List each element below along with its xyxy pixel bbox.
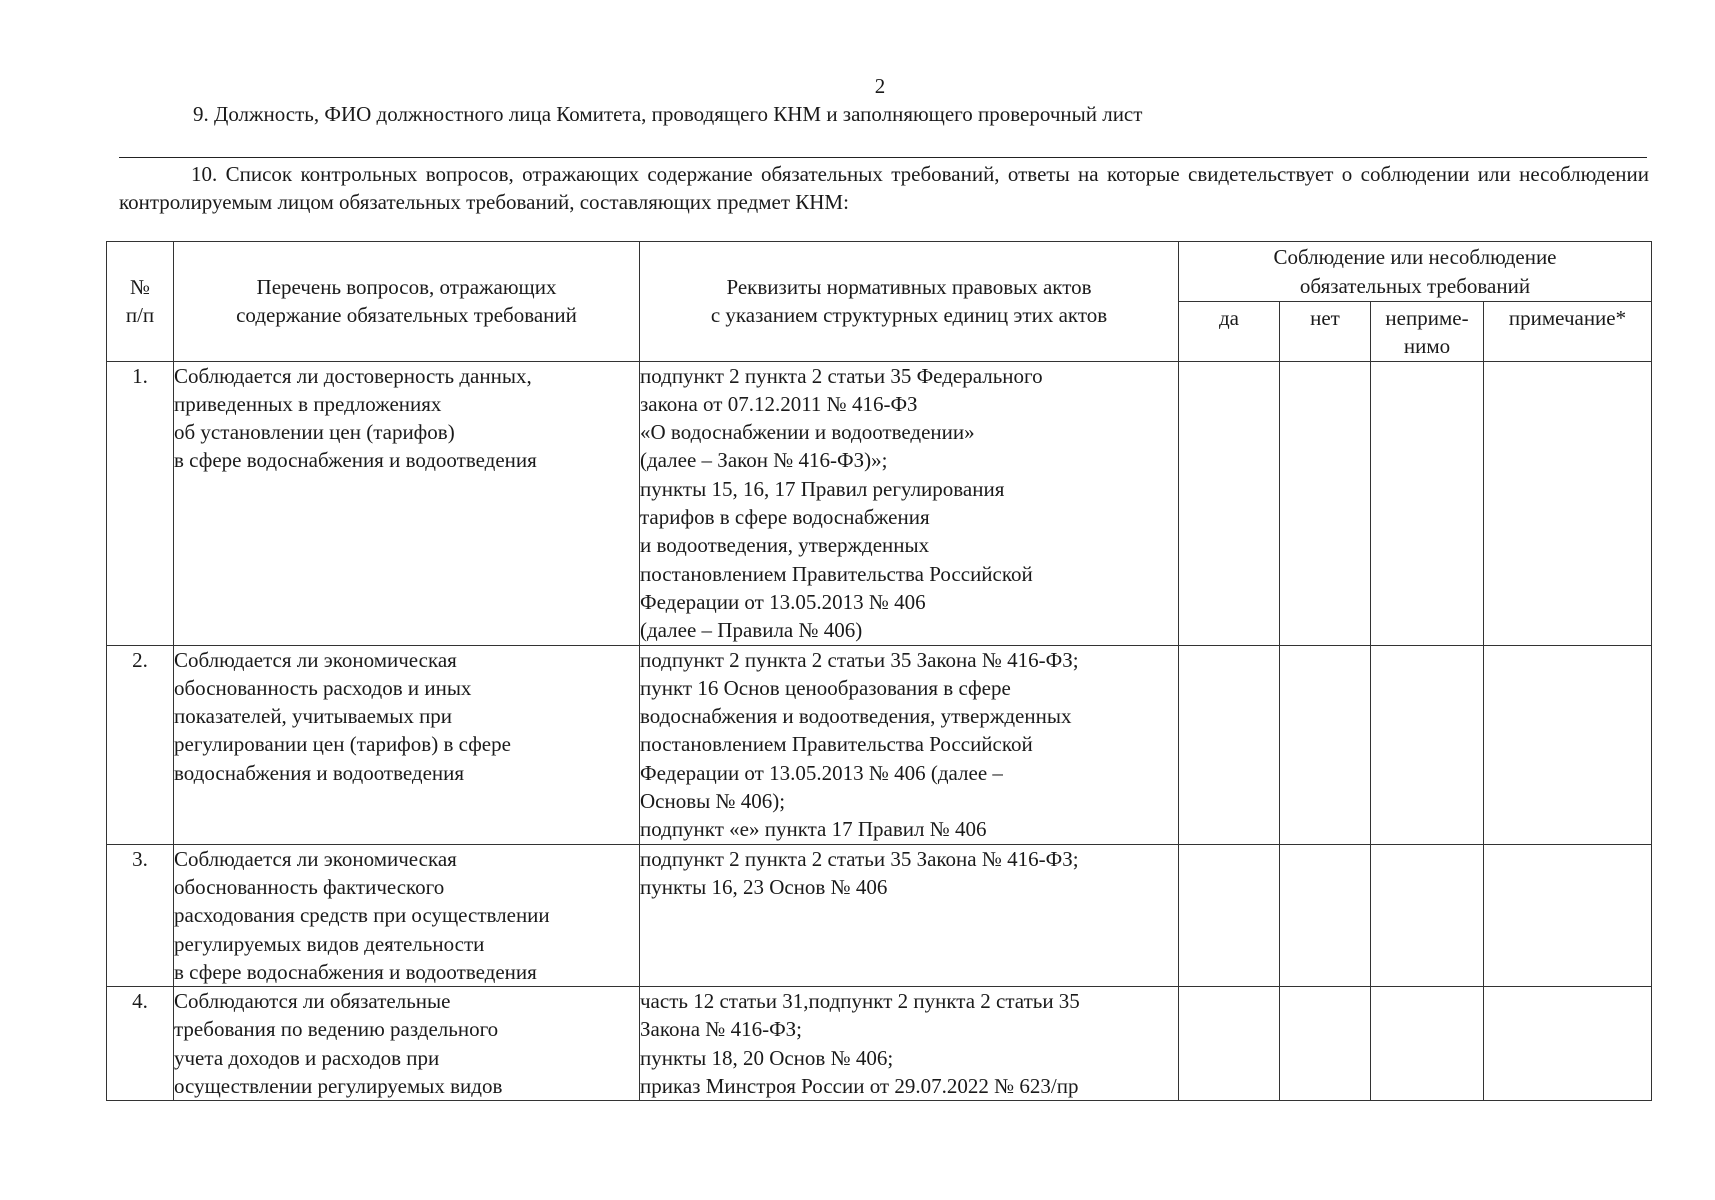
note-cell[interactable] [1484,645,1652,844]
checklist-table [106,241,1652,1101]
header-not-applicable: неприме- нимо [1371,302,1484,362]
table-row [107,361,1652,645]
row-legal-references: часть 12 статьи 31,подпункт 2 пункта 2 статьи 35 Закона № 416-ФЗ; пункты 18, 20 Основ № 406; приказ Минстроя России от 29.07.2022 № 623/пр [640,987,1179,1101]
answer-yes-cell[interactable] [1179,987,1280,1101]
table-row [107,844,1652,986]
answer-yes-cell[interactable] [1179,361,1280,645]
header-questions: Перечень вопросов, отражающих содержание обязательных требований [174,242,640,362]
page-number: 2 [874,74,886,98]
answer-not-applicable-cell[interactable] [1371,361,1484,645]
row-question: Соблюдаются ли обязательные требования по ведению раздельного учета доходов и расходов при осуществлении регулируемых видов [174,987,640,1101]
note-cell[interactable] [1484,361,1652,645]
answer-not-applicable-cell[interactable] [1371,987,1484,1101]
header-legal-references: Реквизиты нормативных правовых актов с указанием структурных единиц этих актов [640,242,1179,362]
row-legal-references: подпункт 2 пункта 2 статьи 35 Закона № 416-ФЗ; пункт 16 Основ ценообразования в сфере водоснабжения и водоотведения, утвержденных постановлением Правительства Российской Федерации от 13.05.2013 № 406 (далее – Основы № 406); подпункт «е» пункта 17 Правил № 406 [640,645,1179,844]
header-number: № п/п [107,242,174,362]
row-number: 1. [107,361,174,645]
note-cell[interactable] [1484,844,1652,986]
answer-no-cell[interactable] [1280,987,1371,1101]
row-question: Соблюдается ли экономическая обоснованность расходов и иных показателей, учитываемых при регулировании цен (тарифов) в сфере водоснабжения и водоотведения [174,645,640,844]
fill-in-line [119,157,1647,158]
answer-no-cell[interactable] [1280,844,1371,986]
row-question: Соблюдается ли экономическая обоснованность фактического расходования средств при осуществлении регулируемых видов деятельности в сфере водоснабжения и водоотведения [174,844,640,986]
row-number: 3. [107,844,174,986]
row-legal-references: подпункт 2 пункта 2 статьи 35 Федерального закона от 07.12.2011 № 416-ФЗ «О водоснабжении и водоотведении» (далее – Закон № 416-ФЗ)»; пункты 15, 16, 17 Правил регулирования тарифов в сфере водоснабжения и водоотведения, утвержденных постановлением Правительства Российской Федерации от 13.05.2013 № 406 (далее – Правила № 406) [640,361,1179,645]
row-question: Соблюдается ли достоверность данных, приведенных в предложениях об установлении цен (тарифов) в сфере водоснабжения и водоотведения [174,361,640,645]
row-number: 2. [107,645,174,844]
item-9-official-position: 9. Должность, ФИО должностного лица Комитета, проводящего КНМ и заполняющего проверочный лист [193,102,1143,126]
row-legal-references: подпункт 2 пункта 2 статьи 35 Закона № 416-ФЗ; пункты 16, 23 Основ № 406 [640,844,1179,986]
item-10-control-questions-intro: 10. Список контрольных вопросов, отражающих содержание обязательных требований, ответы на которые свидетельствует о соблюдении или несоблюдении контролируемым лицом обязательных требований, составляющих предмет КНМ: [119,162,1649,214]
row-number: 4. [107,987,174,1101]
header-yes: да [1179,302,1280,362]
answer-no-cell[interactable] [1280,361,1371,645]
answer-yes-cell[interactable] [1179,844,1280,986]
header-note: примечание* [1484,302,1652,362]
answer-yes-cell[interactable] [1179,645,1280,844]
table-row [107,987,1652,1101]
note-cell[interactable] [1484,987,1652,1101]
answer-no-cell[interactable] [1280,645,1371,844]
header-compliance: Соблюдение или несоблюдение обязательных требований [1179,242,1652,302]
table-row [107,645,1652,844]
header-no: нет [1280,302,1371,362]
answer-not-applicable-cell[interactable] [1371,844,1484,986]
answer-not-applicable-cell[interactable] [1371,645,1484,844]
